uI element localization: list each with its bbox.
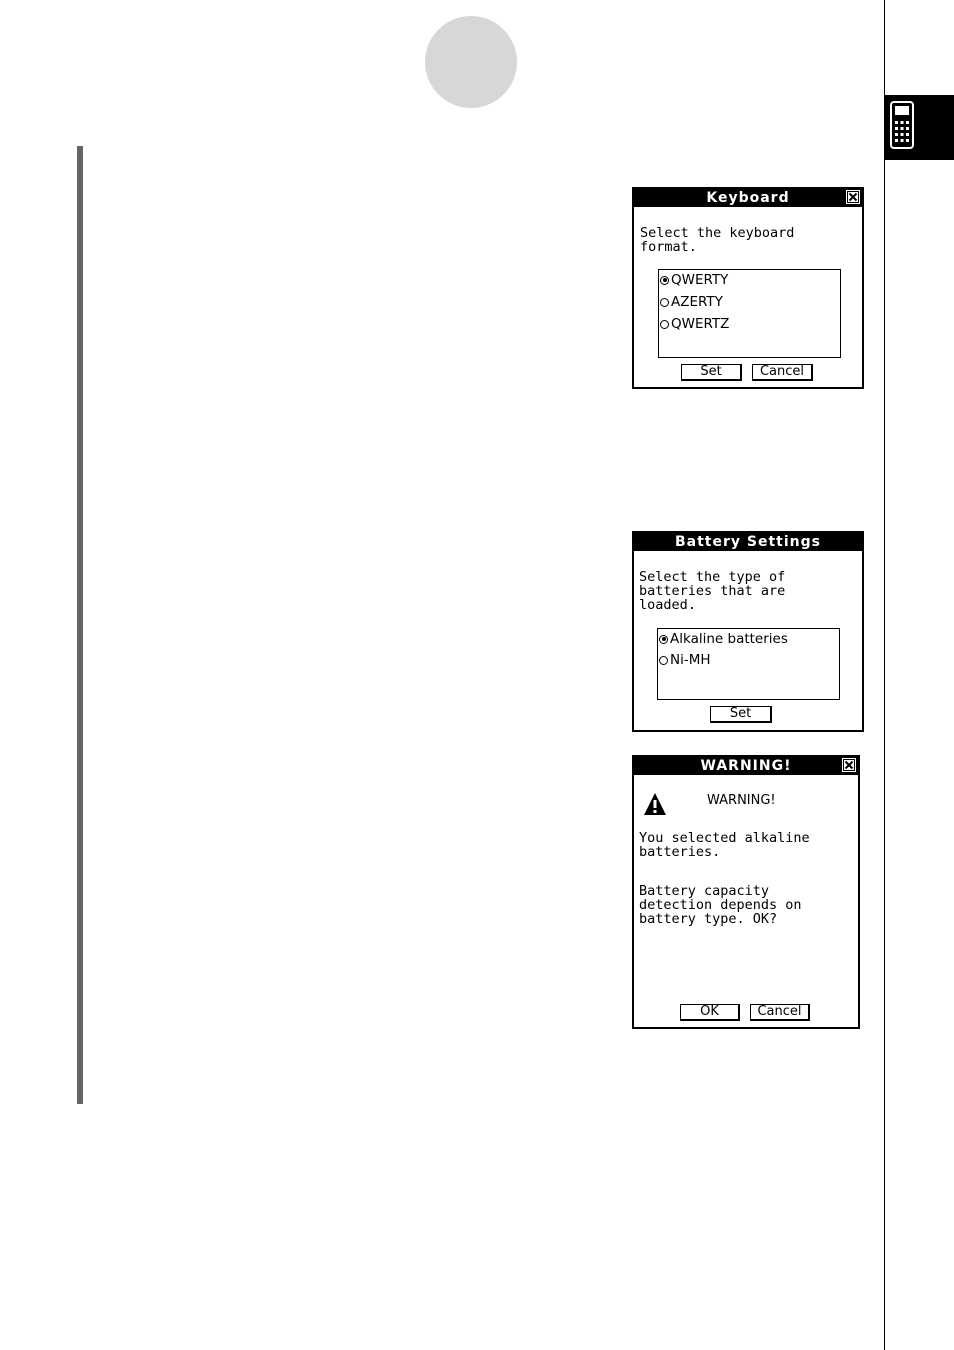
option-qwertz[interactable] bbox=[660, 316, 729, 332]
option-ni-mh[interactable] bbox=[659, 652, 711, 668]
page-marker-circle bbox=[425, 16, 517, 108]
dialog-title: Battery Settings bbox=[634, 533, 862, 551]
battery-settings-dialog bbox=[632, 531, 864, 732]
warning-message-1: You selected alkaline batteries. bbox=[639, 830, 810, 860]
chapter-tab bbox=[884, 95, 954, 160]
warning-heading: WARNING! bbox=[707, 793, 776, 808]
dialog-title: Keyboard bbox=[634, 189, 862, 207]
option-azerty[interactable] bbox=[660, 294, 723, 310]
close-icon bbox=[843, 759, 855, 771]
close-button[interactable] bbox=[846, 190, 860, 204]
option-qwerty[interactable] bbox=[660, 272, 728, 288]
set-button[interactable]: Set bbox=[681, 364, 742, 381]
cancel-button[interactable]: Cancel bbox=[752, 364, 813, 381]
close-icon bbox=[847, 191, 859, 203]
warning-message-2: Battery capacity detection depends on battery type. OK? bbox=[639, 883, 802, 927]
option-label: Ni-MH bbox=[670, 652, 711, 668]
keyboard-format-list bbox=[658, 269, 841, 358]
margin-rule bbox=[884, 0, 885, 1350]
radio-icon bbox=[659, 656, 668, 665]
section-bar bbox=[77, 146, 83, 1104]
dialog-title: WARNING! bbox=[634, 757, 858, 775]
warning-triangle-icon bbox=[643, 792, 667, 816]
ok-button[interactable]: OK bbox=[680, 1004, 740, 1021]
radio-icon bbox=[660, 320, 669, 329]
radio-icon bbox=[660, 298, 669, 307]
option-label: Alkaline batteries bbox=[670, 631, 788, 647]
dialog-message: Select the type of batteries that are loaded. bbox=[639, 569, 786, 613]
close-button[interactable] bbox=[842, 758, 856, 772]
option-alkaline[interactable] bbox=[659, 631, 788, 647]
dialog-message: Select the keyboard format. bbox=[640, 225, 795, 255]
option-label: QWERTY bbox=[671, 272, 729, 288]
cancel-button[interactable]: Cancel bbox=[750, 1004, 810, 1021]
option-label: QWERTZ bbox=[671, 316, 730, 332]
battery-type-list bbox=[657, 628, 840, 700]
calculator-icon bbox=[890, 101, 914, 149]
warning-dialog bbox=[632, 755, 860, 1029]
radio-selected-icon bbox=[659, 635, 668, 644]
set-button[interactable]: Set bbox=[710, 706, 772, 723]
keyboard-dialog bbox=[632, 187, 864, 389]
option-label: AZERTY bbox=[671, 294, 723, 310]
radio-selected-icon bbox=[660, 276, 669, 285]
